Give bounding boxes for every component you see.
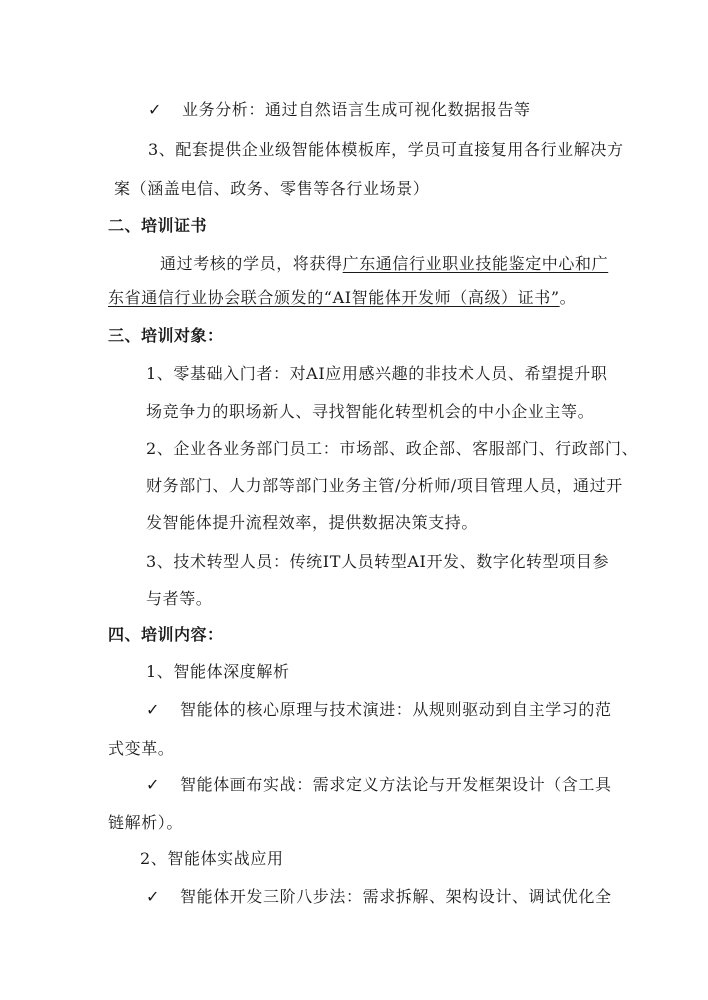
- bullet-text: 智能体画布实战：需求定义方法论与开发框架设计（含工具: [180, 775, 612, 794]
- bullet-item: [146, 775, 612, 795]
- paragraph-line: 3、配套提供企业级智能体模板库，学员可直接复用各行业解决方: [148, 140, 624, 159]
- paragraph-line: 2、企业各业务部门员工：市场部、政企部、客服部门、行政部门、: [146, 439, 639, 458]
- checkmark-icon: ✓: [148, 100, 163, 119]
- section-heading-content: 四、培训内容：: [108, 625, 224, 644]
- bullet-item: [146, 887, 612, 907]
- paragraph-line: 财务部门、人力部等部门业务主管/分析师/项目管理人员，通过开: [146, 476, 623, 495]
- bullet-text: 智能体的核心原理与技术演进：从规则驱动到自主学习的范: [180, 700, 612, 719]
- checkmark-icon: ✓: [146, 775, 161, 794]
- bullet-text: 智能体开发三阶八步法：需求拆解、架构设计、调试优化全: [180, 887, 612, 906]
- paragraph-line: 场竞争力的职场新人、寻找智能化转型机会的中小企业主等。: [146, 402, 595, 421]
- certificate-paragraph-line: [160, 254, 608, 274]
- certificate-name-text: 东省通信行业协会联合颁发的“AI智能体开发师（高级）证书”: [108, 288, 560, 307]
- checkmark-icon: ✓: [146, 887, 161, 906]
- paragraph-line: 案（涵盖电信、政务、零售等各行业场景）: [114, 179, 430, 198]
- paragraph-line: 发智能体提升流程效率，提供数据决策支持。: [146, 513, 479, 532]
- paragraph-line: 式变革。: [108, 739, 175, 758]
- certificate-text: 通过考核的学员，将获得: [160, 254, 343, 273]
- subsection-title: 1、智能体深度解析: [146, 662, 290, 681]
- certificate-text: 。: [559, 288, 577, 307]
- subsection-title: 2、智能体实战应用: [140, 849, 284, 868]
- section-heading-certificate: 二、培训证书: [108, 216, 208, 235]
- paragraph-line: 1、零基础入门者：对AI应用感兴趣的非技术人员、希望提升职: [146, 364, 608, 383]
- paragraph-line: 3、技术转型人员：传统IT人员转型AI开发、数字化转型项目参: [146, 552, 610, 571]
- bullet-business-analysis: [148, 100, 531, 120]
- certificate-paragraph-line: [108, 288, 576, 308]
- bullet-item: [146, 700, 612, 720]
- paragraph-line: 与者等。: [146, 589, 213, 608]
- checkmark-icon: ✓: [146, 700, 161, 719]
- bullet-text: 业务分析：通过自然语言生成可视化数据报告等: [182, 100, 531, 119]
- paragraph-line: 链解析）。: [108, 813, 184, 832]
- certificate-issuer-text: 广东通信行业职业技能鉴定中心和广: [342, 254, 609, 273]
- section-heading-audience: 三、培训对象：: [108, 326, 224, 345]
